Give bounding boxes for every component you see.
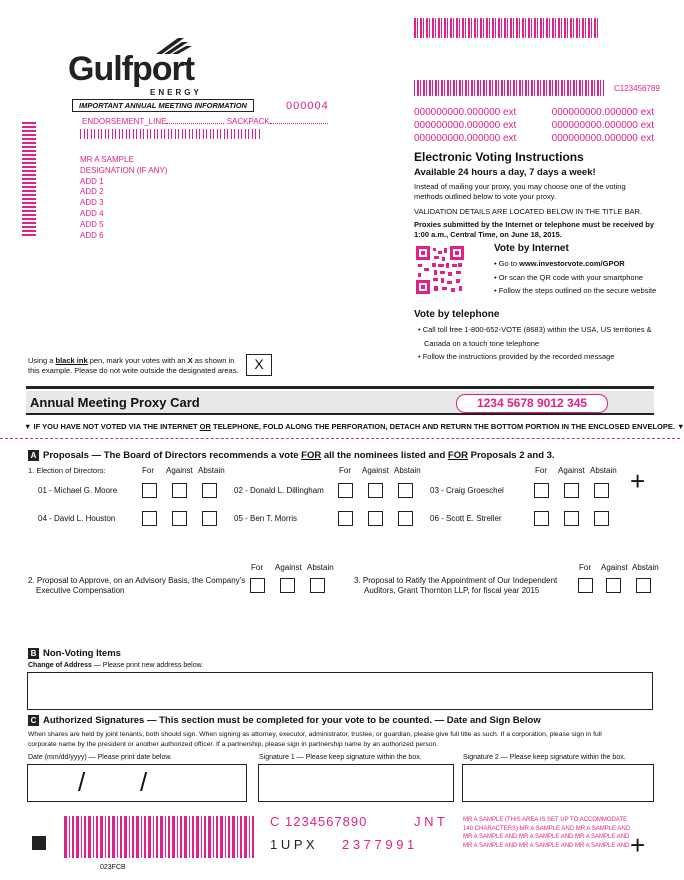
ext-code: 000000000.000000 ext xyxy=(414,107,517,118)
title-bar-rule-top xyxy=(26,386,654,389)
section-c-title: C Authorized Signatures — This section must be completed for your vote to be counted. — Date and Sign Below xyxy=(28,715,541,726)
address-line: ADD 6 xyxy=(80,230,104,240)
qr-code-icon[interactable] xyxy=(416,246,464,294)
ext-code: 000000000.000000 ext xyxy=(414,120,517,131)
proposal-2-against-checkbox[interactable] xyxy=(280,578,295,593)
card-code: 1234 5678 9012 345 xyxy=(456,394,608,413)
col-abstain: Abstain xyxy=(394,466,421,475)
ext-code: 000000000.000000 ext xyxy=(551,120,654,131)
section-badge: B xyxy=(28,648,39,659)
col-for: For xyxy=(251,563,263,572)
footer-code: C 1234567890 xyxy=(270,814,368,829)
perforation-line xyxy=(0,438,680,439)
nominee-05-for-checkbox[interactable] xyxy=(338,511,353,526)
address-line: ADD 2 xyxy=(80,187,104,197)
col-against: Against xyxy=(601,563,628,572)
col-for: For xyxy=(579,563,591,572)
proposal-2-label: 2. Proposal to Approve, on an Advisory Basis, the Company's Executive Compensation xyxy=(28,576,246,595)
proposal-2-for-checkbox[interactable] xyxy=(250,578,265,593)
nominee-01-against-checkbox[interactable] xyxy=(172,483,187,498)
col-against: Against xyxy=(166,466,193,475)
col-abstain: Abstain xyxy=(198,466,225,475)
nominee-label: 03 - Craig Groeschel xyxy=(430,486,504,495)
ext-code: 000000000.000000 ext xyxy=(551,107,654,118)
footer-number: 2 3 7 7 9 9 1 xyxy=(342,837,415,852)
nominee-06-for-checkbox[interactable] xyxy=(534,511,549,526)
endorsement-text: ENDORSEMENT_LINE xyxy=(82,117,167,126)
meeting-info-label: IMPORTANT ANNUAL MEETING INFORMATION xyxy=(72,99,254,112)
col-against: Against xyxy=(558,466,585,475)
signature-2-input[interactable] xyxy=(462,764,654,802)
phone-title: Vote by telephone xyxy=(414,309,500,320)
section-badge: C xyxy=(28,715,39,726)
company-logo xyxy=(68,36,202,100)
nominee-label: 04 - David L. Houston xyxy=(38,514,116,523)
date-label: Date (mm/dd/yyyy) — Please print date below. xyxy=(28,754,172,761)
plus-mark-icon: + xyxy=(630,830,646,860)
internet-qr: • Or scan the QR code with your smartphone xyxy=(494,272,643,282)
deadline-line: 1:00 a.m., Central Time, on June 18, 2015. xyxy=(414,230,562,239)
ink-note: Using a black ink pen, mark your votes with an X as shown in this example. Please do not write outside the designated areas. xyxy=(28,356,239,375)
address-line: ADD 5 xyxy=(80,219,104,229)
change-of-address-label: Change of Address — Please print new address below. xyxy=(28,662,204,669)
nominee-label: 06 - Scott E. Streller xyxy=(430,514,502,523)
sig2-label: Signature 2 — Please keep signature within the box. xyxy=(463,754,626,761)
ext-code: 000000000.000000 ext xyxy=(551,133,654,144)
nominee-label: 01 - Michael G. Moore xyxy=(38,486,118,495)
signature-1-input[interactable] xyxy=(258,764,454,802)
date-input[interactable] xyxy=(27,764,247,802)
ext-code: 000000000.000000 ext xyxy=(414,133,517,144)
voting-instead-line: Instead of mailing your proxy, you may choose one of the voting xyxy=(414,182,626,191)
nominee-01-abstain-checkbox[interactable] xyxy=(202,483,217,498)
proposal-3-abstain-checkbox[interactable] xyxy=(636,578,651,593)
endorsement-line xyxy=(82,117,328,126)
internet-title: Vote by Internet xyxy=(494,243,569,254)
internet-goto: • Go to www.investorvote.com/GPOR xyxy=(494,259,625,268)
mailing-address xyxy=(80,155,167,241)
address-line: ADD 4 xyxy=(80,208,104,218)
card-title: Annual Meeting Proxy Card xyxy=(30,395,200,410)
plus-mark-icon: + xyxy=(630,466,646,496)
down-arrow-icon: ▼ xyxy=(677,422,684,431)
footer-sample: MR A SAMPLE (THIS AREA IS SET UP TO ACCOMMODATE 140 CHARACTERS) MR A SAMPLE AND MR A SAMPLE AND MR A SAMPLE AND MR A SAMPLE AND MR A SAMPLE AND MR A SAMPLE AND MR A SAMPLE AND MR A SAMPLE AND xyxy=(463,817,631,849)
col-abstain: Abstain xyxy=(307,563,334,572)
phone-call: • Call toll free 1-800-652-VOTE (8683) within the USA, US territories & xyxy=(418,325,652,334)
nominee-04-abstain-checkbox[interactable] xyxy=(202,511,217,526)
example-x-box: X xyxy=(246,354,272,376)
col-for: For xyxy=(142,466,154,475)
footer-upx: 1 U P X xyxy=(270,837,315,852)
deadline-line: Proxies submitted by the Internet or telephone must be received by xyxy=(414,220,655,229)
voting-available: Available 24 hours a day, 7 days a week! xyxy=(414,167,596,178)
sackpack-text: SACKPACK xyxy=(226,117,270,126)
qr-code-graphic xyxy=(416,246,464,294)
nominee-03-against-checkbox[interactable] xyxy=(564,483,579,498)
date-slash: / xyxy=(78,767,86,797)
col-for: For xyxy=(339,466,351,475)
nominee-02-against-checkbox[interactable] xyxy=(368,483,383,498)
phone-follow: • Follow the instructions provided by the recorded message xyxy=(418,352,615,361)
signature-instructions: When shares are held by joint tenants, both should sign. When signing as attorney, executor, administrator, trustee, or guardian, please give full title as such. If a corporation, please sign in full corporate name by the president or another authorized officer. If a partnership, please sign in partnership name by an authorized person. xyxy=(28,731,602,748)
date-slash: / xyxy=(140,767,148,797)
nominee-03-abstain-checkbox[interactable] xyxy=(594,483,609,498)
deadline-note xyxy=(414,220,654,240)
vote-url-link[interactable]: www.investorvote.com/GPOR xyxy=(519,259,625,268)
voting-instead xyxy=(414,182,626,202)
nominee-label: 02 - Donald L. Dillingham xyxy=(234,486,324,495)
nominee-label: 05 - Ben T. Morris xyxy=(234,514,297,523)
section-b-title: B Non-Voting Items xyxy=(28,648,121,659)
nominee-02-abstain-checkbox[interactable] xyxy=(398,483,413,498)
col-abstain: Abstain xyxy=(632,563,659,572)
voting-title: Electronic Voting Instructions xyxy=(414,150,584,164)
validation-note: VALIDATION DETAILS ARE LOCATED BELOW IN THE TITLE BAR. xyxy=(414,207,642,216)
company-name: Gulfport xyxy=(68,50,195,88)
sig1-label: Signature 1 — Please keep signature within the box. xyxy=(259,754,422,761)
sequence-number: 000004 xyxy=(286,100,329,112)
side-barcode xyxy=(22,122,36,238)
form-code: 023FCB xyxy=(100,864,126,871)
address-line: MR A SAMPLE xyxy=(80,155,134,164)
col-abstain: Abstain xyxy=(590,466,617,475)
down-arrow-icon: ▼ xyxy=(24,422,32,431)
col-against: Against xyxy=(275,563,302,572)
fold-instruction: ▼ IF YOU HAVE NOT VOTED VIA THE INTERNET OR TELEPHONE, FOLD ALONG THE PERFORATION, DETACH AND RETURN THE BOTTOM PORTION IN THE ENCLOSED ENVELOPE. ▼ xyxy=(24,422,684,431)
internet-steps xyxy=(494,257,656,298)
proposal-2-abstain-checkbox[interactable] xyxy=(310,578,325,593)
proposal-3-label: 3. Proposal to Ratify the Appointment of Our Independent Auditors, Grant Thornton LLP, for fiscal year 2015 xyxy=(354,576,558,595)
control-code: C123456789 xyxy=(614,84,660,93)
nominee-04-for-checkbox[interactable] xyxy=(142,511,157,526)
bottom-barcode xyxy=(64,816,256,858)
proposal-3-for-checkbox[interactable] xyxy=(578,578,593,593)
nominee-06-abstain-checkbox[interactable] xyxy=(594,511,609,526)
address-barcode xyxy=(80,129,260,139)
election-label: 1. Election of Directors: xyxy=(28,466,106,475)
proposal-3-against-checkbox[interactable] xyxy=(606,578,621,593)
nominee-02-for-checkbox[interactable] xyxy=(338,483,353,498)
voting-instead-line: methods outlined below to vote your proxy. xyxy=(414,192,557,201)
change-of-address-input[interactable] xyxy=(27,672,653,710)
nominee-05-abstain-checkbox[interactable] xyxy=(398,511,413,526)
registration-mark xyxy=(32,836,46,850)
ext-codes xyxy=(414,106,654,145)
control-barcode xyxy=(414,80,604,96)
address-line: DESIGNATION (IF ANY) xyxy=(80,165,168,175)
address-line: ADD 1 xyxy=(80,176,104,186)
company-sub: ENERGY xyxy=(150,88,202,97)
address-line: ADD 3 xyxy=(80,198,104,208)
nominee-05-against-checkbox[interactable] xyxy=(368,511,383,526)
col-for: For xyxy=(535,466,547,475)
section-a-title: A Proposals — The Board of Directors recommends a vote FOR all the nominees listed and FOR Proposals 2 and 3. xyxy=(28,450,555,461)
footer-jnt: J N T xyxy=(414,814,445,829)
nominee-06-against-checkbox[interactable] xyxy=(564,511,579,526)
phone-steps xyxy=(418,323,652,364)
internet-follow: • Follow the steps outlined on the secure website xyxy=(494,286,657,295)
nominee-04-against-checkbox[interactable] xyxy=(172,511,187,526)
nominee-03-for-checkbox[interactable] xyxy=(534,483,549,498)
phone-call-cont: Canada on a touch tone telephone xyxy=(424,338,540,348)
col-against: Against xyxy=(362,466,389,475)
section-badge: A xyxy=(28,450,39,461)
top-barcode xyxy=(414,18,600,38)
nominee-01-for-checkbox[interactable] xyxy=(142,483,157,498)
